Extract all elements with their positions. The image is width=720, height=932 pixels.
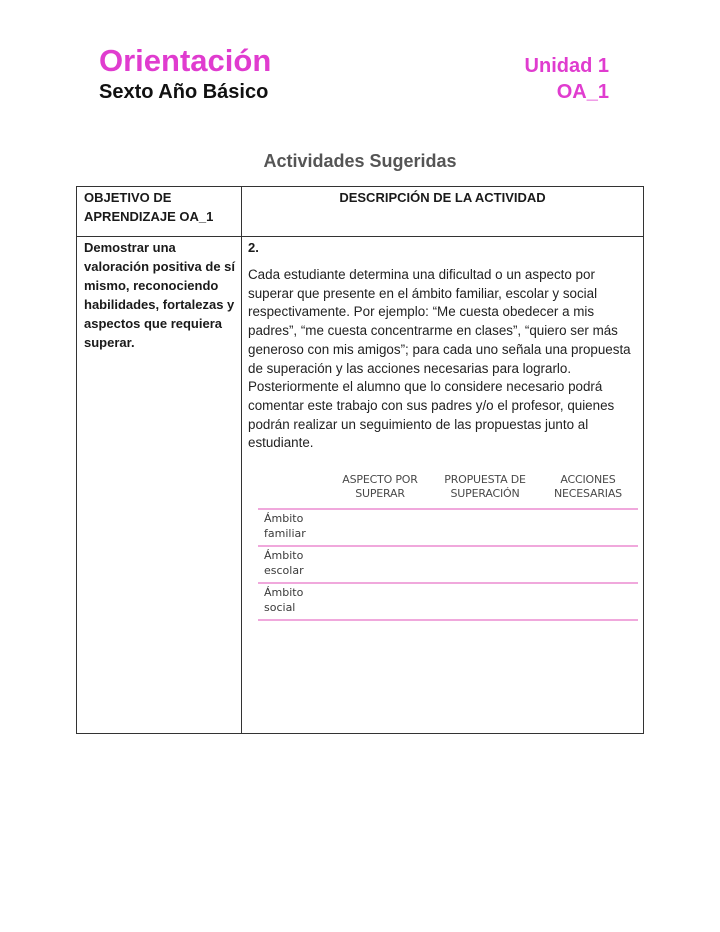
table-header-row bbox=[77, 187, 644, 237]
grade-subtitle: Sexto Año Básico bbox=[99, 81, 269, 103]
objective-cell: Demostrar una valoración positiva de sí mismo, reconociendo habilidades, fortalezas y aspectos que requiera superar. bbox=[77, 237, 242, 734]
objective-header: OBJETIVO DE APRENDIZAJE OA_1 bbox=[77, 187, 242, 237]
table-row bbox=[77, 237, 644, 734]
activities-table bbox=[76, 186, 644, 734]
worksheet-row-social bbox=[258, 584, 638, 621]
worksheet-table bbox=[258, 471, 638, 621]
worksheet-row-label: Ámbito familiar bbox=[264, 512, 306, 540]
objective-code: OA_1 bbox=[556, 81, 609, 103]
subject-title: Orientación bbox=[99, 43, 272, 78]
activity-number: 2. bbox=[248, 240, 259, 255]
worksheet-row-escolar bbox=[258, 547, 638, 584]
worksheet-row-label: Ámbito escolar bbox=[264, 549, 304, 577]
worksheet-header bbox=[258, 471, 638, 510]
worksheet-col-acciones: ACCIONES NECESARIAS bbox=[554, 473, 622, 500]
description-header: DESCRIPCIÓN DE LA ACTIVIDAD bbox=[242, 187, 644, 237]
description-cell bbox=[242, 237, 644, 734]
worksheet-col-aspecto: ASPECTO POR SUPERAR bbox=[342, 473, 418, 500]
activity-text: Cada estudiante determina una dificultad o un aspecto por superar que presente en el ámbito familiar, escolar y social respectivamente. Por ejemplo: “Me cuesta obedecer a mis padres”, “me cuesta concentrarme en clases”, “quiero ser más generoso con mis amigos”; para cada uno señala una propuesta de superación y las acciones necesarias para lograrlo. Posteriormente el alumno que lo considere necesario podrá comentar este trabajo con sus padres y/o el profesor, quienes podrán realizar un seguimiento de las propuestas junto al estudiante. bbox=[248, 267, 631, 451]
worksheet-col-propuesta: PROPUESTA DE SUPERACIÓN bbox=[444, 473, 526, 500]
worksheet-row-label: Ámbito social bbox=[264, 586, 304, 614]
worksheet-corner bbox=[258, 471, 328, 508]
unit-label: Unidad 1 bbox=[524, 55, 609, 77]
worksheet-row-familiar bbox=[258, 510, 638, 547]
section-title: Actividades Sugeridas bbox=[263, 151, 457, 171]
